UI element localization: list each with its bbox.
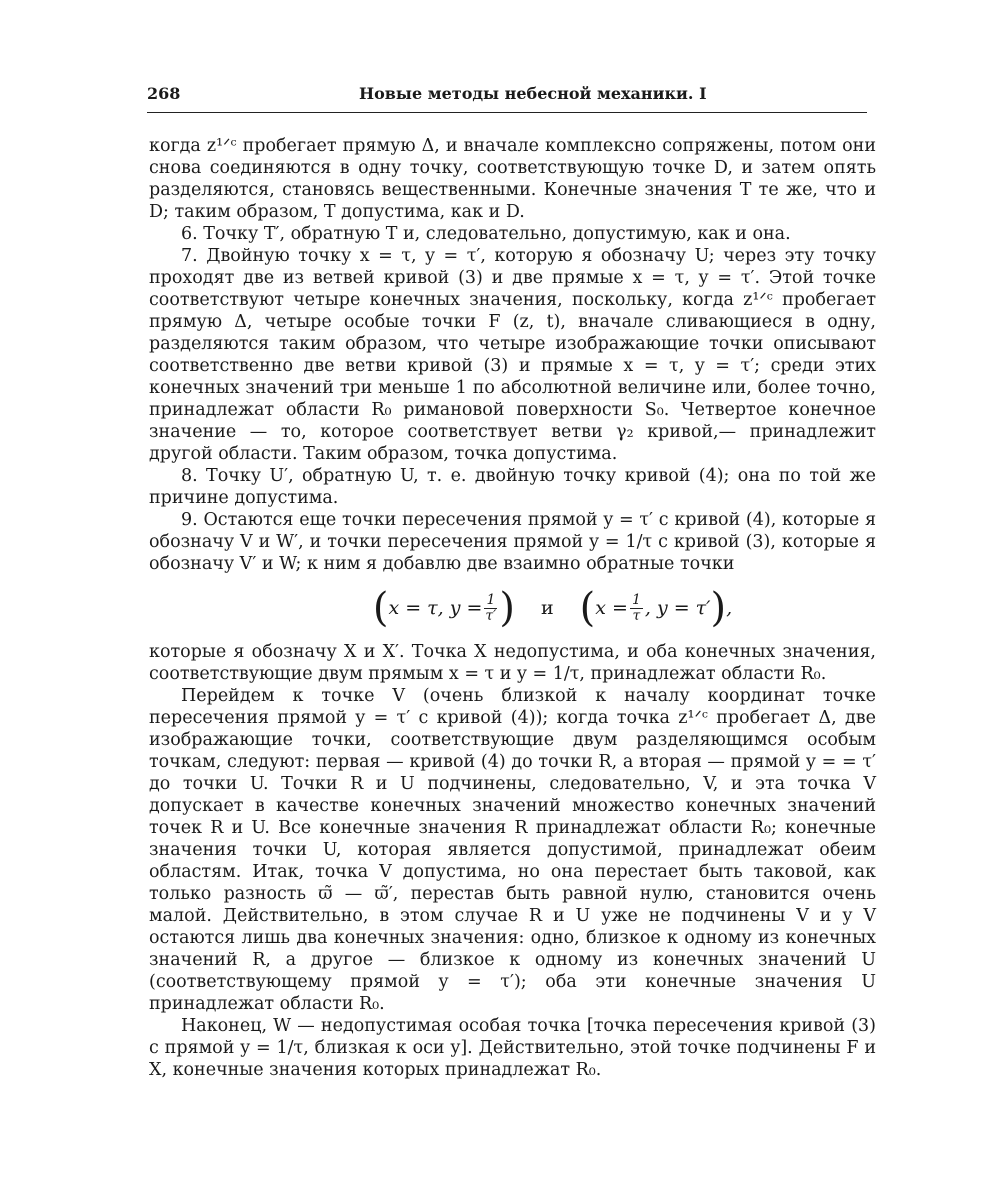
formula-left-text: x = τ, y =	[388, 597, 483, 619]
page-number: 268	[147, 84, 181, 103]
body-text	[149, 135, 876, 1081]
paragraph: 7. Двойную точку x = τ, y = τ′, которую я обозначу U; через эту точку проходят две из ветвей кривой (3) и две прямые x = τ, y = τ′. Этой точке соответствуют четыре конечных значения, поскольку, когда z¹ᐟᶜ пробегает прямую Δ, четыре особые точки F (z, t), вначале сливающиеся в одну, разделяются таким образом, что четыре изображающие точки описывают соответственно две ветви кривой (3) и прямые x = τ, y = τ′; среди этих конечных значений три меньше 1 по абсолютной величине или, более точно, принадлежат области R₀ римановой поверхности S₀. Четвертое конечное значение — то, которое соответствует ветви γ₂ кривой,— принадлежит другой области. Таким образом, точка допустима.	[149, 246, 876, 464]
right-paren: )	[710, 585, 727, 631]
fraction-denominator: τ	[632, 607, 641, 624]
page-header	[147, 84, 867, 113]
fraction-denominator: τ′	[485, 607, 497, 624]
fraction-1-over-tau	[630, 593, 643, 624]
paragraph: 8. Точку U′, обратную U, т. е. двойную точку кривой (4); она по той же причине допустима.	[149, 466, 876, 508]
formula-right-text: x =	[595, 597, 628, 619]
right-paren: )	[499, 585, 515, 631]
formula-right-tail: , y = τ′	[644, 597, 711, 619]
left-paren: (	[372, 585, 389, 631]
display-formula	[149, 575, 876, 641]
formula-trailing-comma: ,	[726, 597, 733, 619]
paragraph: Перейдем к точке V (очень близкой к началу координат точке пересечения прямой y = τ′ с кривой (4)); когда точка z¹ᐟᶜ пробегает Δ, две изображающие точки, соответствующие двум разделяющимся особым точкам, следуют: первая — кривой (4) до точки R, а вторая — прямой y = = τ′ до точки U. Точки R и U подчинены, следовательно, V, и эта точка V допускает в качестве конечных значений множество конечных значений точек R и U. Все конечные значения R принадлежат области R₀; конечные значения точки U, которая является допустимой, принадлежат обеим областям. Итак, точка V допустима, но она перестает быть таковой, как только разность ϖ̃ — ϖ̃′, перестав быть равной нулю, становится очень малой. Действительно, в этом случае R и U уже не подчинены V и у V остаются лишь два конечных значения: одно, близкое к одному из конечных значений R, а другое — близкое к одному из конечных значений U (соответствующему прямой y = τ′); оба эти конечные значения U принадлежат области R₀.	[149, 686, 876, 1014]
running-title: Новые методы небесной механики. I	[359, 84, 707, 103]
paragraph: когда z¹ᐟᶜ пробегает прямую Δ, и вначале комплексно сопряжены, потом они снова соединяются в одну точку, соответствующую точке D, и затем опять разделяются, становясь вещественными. Конечные значения T те же, что и D; таким образом, T допустима, как и D.	[149, 136, 876, 222]
fraction-numerator: 1	[631, 591, 641, 608]
left-paren: (	[579, 585, 596, 631]
paragraph: 9. Остаются еще точки пересечения прямой y = τ′ с кривой (4), которые я обозначу V и W′, и точки пересечения прямой y = 1/τ с кривой (3), которые я обозначу V′ и W; к ним я добавлю две взаимно обратные точки	[149, 510, 876, 574]
paragraph: Наконец, W — недопустимая особая точка [точка пересечения кривой (3) с прямой y = 1/τ, близкая к оси y]. Действительно, этой точке подчинены F и X, конечные значения которых принадлежат R₀.	[149, 1016, 876, 1080]
fraction-numerator: 1	[486, 591, 496, 608]
paragraph: 6. Точку T′, обратную T и, следовательно, допустимую, как и она.	[181, 224, 791, 244]
formula-conjunction: и	[540, 597, 554, 619]
paragraph: которые я обозначу X и X′. Точка X недопустима, и оба конечных значения, соответствующие двум прямым x = τ и y = 1/τ, принадлежат области R₀.	[149, 642, 876, 684]
fraction-1-over-tau-prime	[484, 593, 497, 624]
